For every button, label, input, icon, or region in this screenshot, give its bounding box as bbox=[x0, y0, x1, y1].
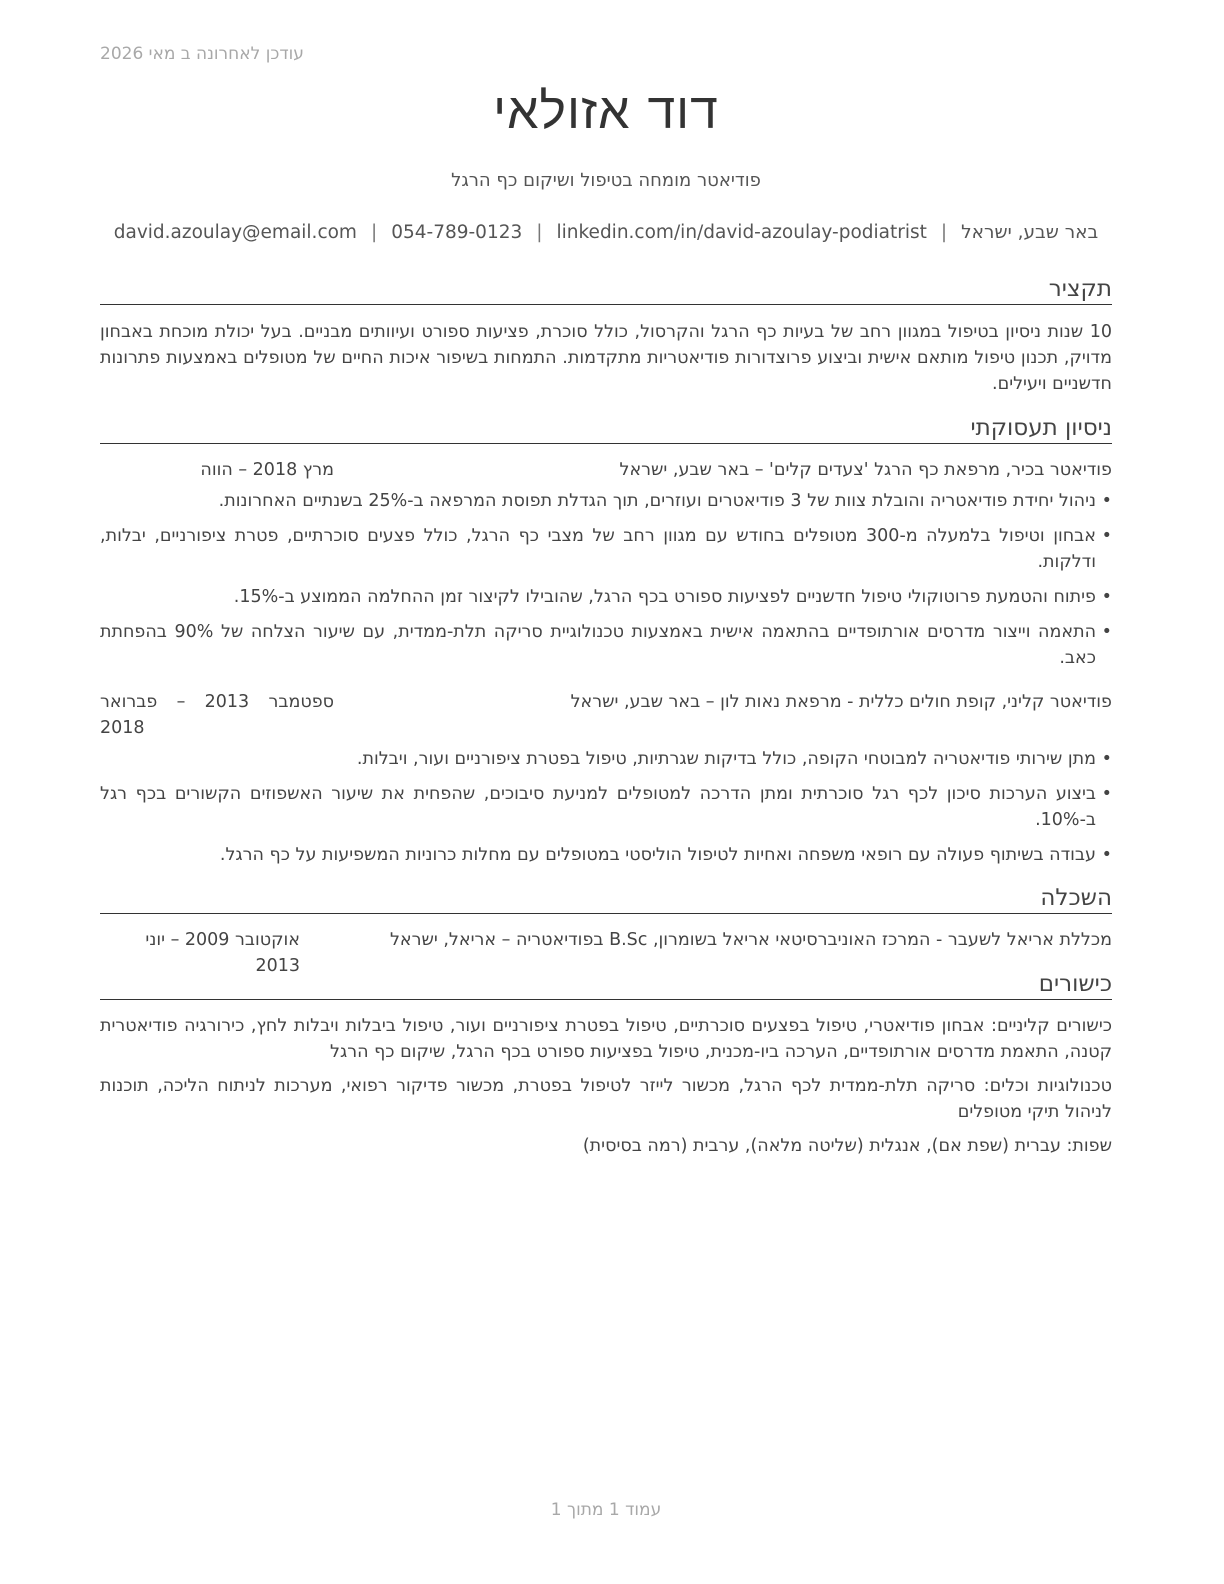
list-item: • פיתוח והטמעת פרוטוקולי טיפול חדשניים לפציעות ספורט בכף הרגל, שהובילו לקיצור זמן ההחלמה הממוצע ב-15%. bbox=[100, 584, 1112, 610]
last-updated: עודכן לאחרונה ב מאי 2026 bbox=[100, 44, 304, 64]
contact-separator: | bbox=[370, 222, 378, 243]
page-number: עמוד 1 מתוך 1 bbox=[550, 1500, 662, 1520]
list-item: • עבודה בשיתוף פעולה עם רופאי משפחה ואחיות לטיפול הוליסטי במטופלים עם מחלות כרוניות המשפיעות על כף הרגל. bbox=[100, 842, 1112, 868]
list-item: • התאמה וייצור מדרסים אורתופדיים בהתאמה אישית באמצעות טכנולוגיית סריקה תלת-ממדית, עם שיעור הצלחה של 90% בהפחתת כאב. bbox=[100, 619, 1112, 671]
skills-technologies: טכנולוגיות וכלים: סריקה תלת-ממדית לכף הרגל, מכשור לייזר לטיפול בפטרת, מכשור פדיקור רפואי, מערכות לניתוח הליכה, תוכנות לניהול תיקי מטופלים bbox=[100, 1076, 1112, 1122]
bullet-icon: • bbox=[1101, 491, 1112, 511]
bullet-icon: • bbox=[1101, 622, 1112, 642]
bullet-icon: • bbox=[1101, 526, 1112, 546]
bullet-icon: • bbox=[1101, 749, 1112, 769]
job-org: פודיאטר קליני, קופת חולים כללית - מרפאת נאות לון – באר שבע, ישראל bbox=[570, 692, 1112, 712]
contact-line bbox=[100, 222, 1112, 243]
section-title-skills: כישורים bbox=[100, 969, 1112, 1000]
education-date: אוקטובר 2009 – יוני 2013 bbox=[145, 930, 300, 976]
skills-clinical: כישורים קליניים: אבחון פודיאטרי, טיפול בפצעים סוכרתיים, טיפול בפטרת ציפורניים ועור, טיפול ביבלות ויבלות לחץ, כירורגיה פודיאטרית קטנה, התאמת מדרסים אורתופדיים, הערכה ביו-מכנית, טיפול בפציעות ספורט בכף הרגל, שיקום כף הרגל bbox=[100, 1016, 1112, 1062]
contact-separator: | bbox=[536, 222, 543, 243]
skills-languages: שפות: עברית (שפת אם), אנגלית (שליטה מלאה), ערבית (רמה בסיסית) bbox=[582, 1136, 1112, 1156]
list-item: • ביצוע הערכות סיכון לכף רגל סוכרתית ומתן הדרכה למטופלים למניעת סיבוכים, שהפחית את שיעור האשפוזים הקשורים בכף רגל ב-10%. bbox=[100, 781, 1112, 833]
list-item: • מתן שירותי פודיאטריה למבוטחי הקופה, כולל בדיקות שגרתיות, טיפול בפטרת ציפורניים ועור, ויבלות. bbox=[100, 746, 1112, 772]
candidate-name: דוד אזולאי bbox=[493, 82, 719, 140]
bullet-icon: • bbox=[1101, 845, 1112, 865]
job-header bbox=[100, 457, 1112, 483]
contact-location: באר שבע, ישראל bbox=[961, 222, 1099, 243]
job-bullets bbox=[100, 488, 1112, 680]
section-title-education: השכלה bbox=[100, 883, 1112, 914]
resume-page bbox=[100, 0, 1112, 1584]
contact-phone[interactable]: 054-789-0123 bbox=[391, 222, 523, 243]
candidate-title: פודיאטר מומחה בטיפול ושיקום כף הרגל bbox=[451, 170, 761, 191]
bullet-icon: • bbox=[1101, 784, 1112, 804]
contact-linkedin[interactable]: linkedin.com/in/david-azoulay-podiatrist bbox=[556, 222, 927, 243]
list-item: • אבחון וטיפול בלמעלה מ-300 מטופלים בחודש עם מגוון רחב של מצבי כף הרגל, כולל פצעים סוכרתיים, פטרת ציפורניים, יבלות, ודלקות. bbox=[100, 523, 1112, 575]
education-entry bbox=[100, 927, 1112, 976]
section-title-experience: ניסיון תעסוקתי bbox=[100, 413, 1112, 444]
summary-text: 10 שנות ניסיון בטיפול במגוון רחב של בעיות כף הרגל והקרסול, כולל סוכרת, פציעות ספורט ועיוותים מבניים. בעל יכולת מוכחת באבחון מדויק, תכנון טיפול מותאם אישית וביצוע פרוצדורות פודיאטריות מתקדמות. התמחות בשיפור איכות החיים של מטופלים באמצעות פתרונות חדשניים ויעילים. bbox=[100, 322, 1112, 394]
job-bullets bbox=[100, 746, 1112, 877]
contact-separator: | bbox=[940, 222, 948, 243]
job-date: ספטמבר 2013 – פברואר 2018 bbox=[100, 692, 334, 738]
list-item: • ניהול יחידת פודיאטריה והובלת צוות של 3 פודיאטרים ועוזרים, תוך הגדלת תפוסת המרפאה ב-25% בשנתיים האחרונות. bbox=[100, 488, 1112, 514]
education-org: מכללת אריאל לשעבר - המרכז האוניברסיטאי אריאל בשומרון, B.Sc בפודיאטריה – אריאל, ישראל bbox=[389, 930, 1112, 950]
section-title-summary: תקציר bbox=[100, 274, 1112, 305]
contact-email[interactable]: david.azoulay@email.com bbox=[113, 222, 357, 243]
bullet-icon: • bbox=[1101, 587, 1112, 607]
job-org: פודיאטר בכיר, מרפאת כף הרגל 'צעדים קלים' – באר שבע, ישראל bbox=[619, 460, 1112, 480]
job-header bbox=[100, 689, 1112, 741]
job-date: מרץ 2018 – הווה bbox=[200, 460, 334, 480]
